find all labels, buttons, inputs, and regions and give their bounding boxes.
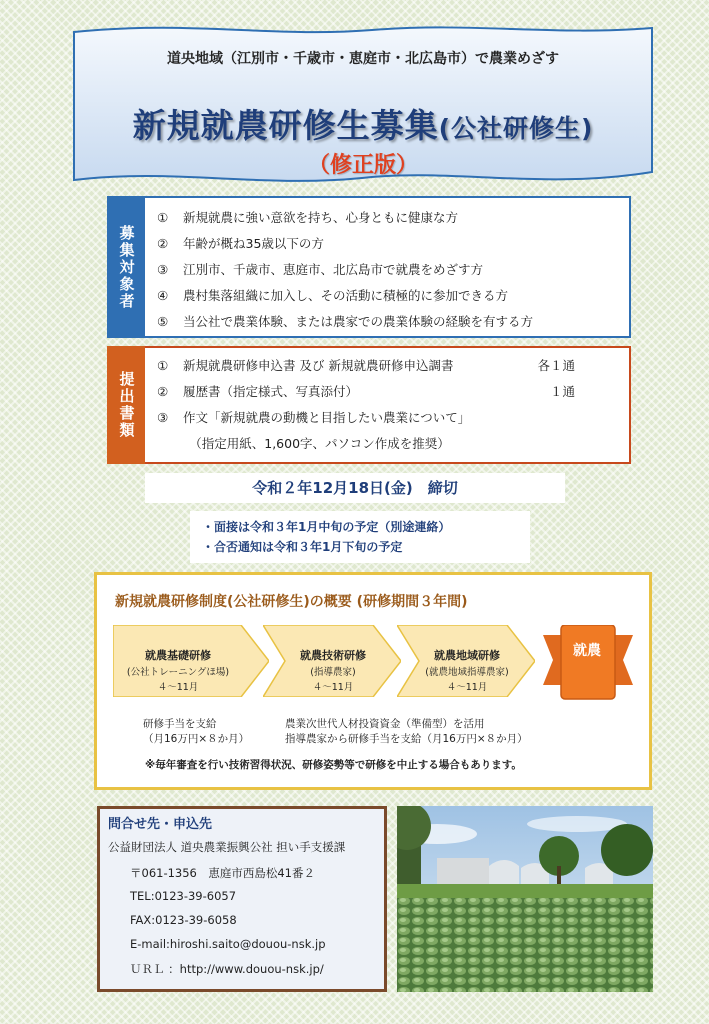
item-number: ③ [157, 261, 169, 277]
list-item [157, 308, 623, 334]
overview-title: 新規就農研修制度(公社研修生)の概要 (研修期間３年間) [115, 594, 468, 610]
step-technical [263, 625, 401, 697]
documents-label: 提出書類 [107, 346, 145, 464]
item-number: ⑤ [157, 313, 169, 329]
contact-tel: TEL:0123-39-6057 [130, 889, 237, 903]
step-period: ４～11月 [446, 682, 488, 693]
notice-result: ・合否通知は令和３年1月下旬の予定 [202, 540, 403, 554]
step-name: 就農技術研修 [300, 649, 366, 662]
item-text: 新規就農に強い意欲を持ち、心身ともに健康な方 [183, 210, 459, 225]
step-name: 就農地域研修 [434, 649, 500, 662]
farming-goal-icon [543, 625, 633, 701]
farm-field-image [397, 806, 653, 992]
step-sub: (指導農家) [310, 667, 356, 678]
item-number: ④ [157, 287, 169, 303]
step-sub: (公社トレーニングほ場) [126, 667, 230, 678]
deadline-banner: 令和２年12月18日(金) 締切 [145, 473, 565, 503]
farm-photo [397, 806, 653, 992]
targets-box [107, 196, 631, 338]
note-line: 農業次世代人材投資資金（準備型）を活用 [285, 718, 485, 730]
item-text: 江別市、千歳市、恵庭市、北広島市で就農をめざす方 [183, 262, 484, 277]
step-sub: (就農地域指導農家) [425, 667, 509, 678]
contact-url-link[interactable]: ＵＲＬ ：http://www.douou-nsk.jp/ [130, 962, 324, 976]
overview-box [94, 572, 652, 790]
item-number: ① [157, 209, 169, 225]
note-advanced [285, 717, 528, 747]
contact-fax: FAX:0123-39-6058 [130, 913, 237, 927]
item-text: （指定用紙、1,600字、パソコン作成を推奨） [183, 436, 450, 451]
step-name: 就農基礎研修 [145, 649, 211, 662]
step-period: ４～11月 [157, 682, 199, 693]
step-period: ４～11月 [312, 682, 354, 693]
list-item [157, 204, 623, 230]
revision-label: （修正版） [307, 153, 418, 178]
item-text: 農村集落組織に加入し、その活動に積極的に参加できる方 [183, 288, 509, 303]
title-paren: (公社研修生) [438, 114, 594, 143]
header-banner [72, 22, 654, 188]
warning-note: ※毎年審査を行い技術習得状況、研修姿勢等で研修を中止する場合もあります。 [145, 759, 522, 771]
note-line: 指導農家から研修手当を支給（月16万円×８か月） [285, 733, 528, 745]
notices-box [190, 511, 530, 563]
list-item [157, 352, 623, 378]
contact-email-link[interactable]: E-mail:hiroshi.saito@douou-nsk.jp [130, 937, 326, 951]
header-subtitle: 道央地域（江別市・千歳市・恵庭市・北広島市）で農業めざす [167, 51, 559, 67]
list-item [157, 230, 623, 256]
page-title [72, 100, 654, 147]
note-line: 研修手当を支給 [143, 718, 217, 730]
documents-list [157, 352, 623, 456]
item-count: １通 [549, 384, 575, 399]
step-regional [397, 625, 535, 697]
contact-title: 問合せ先・申込先 [108, 817, 213, 832]
list-item [157, 404, 623, 430]
item-number: ② [157, 235, 169, 251]
list-item [157, 256, 623, 282]
title-main: 新規就農研修生募集 [132, 106, 439, 145]
item-text: 履歴書（指定様式、写真添付） [183, 384, 359, 399]
contact-box [97, 806, 387, 992]
item-count: 各１通 [537, 358, 575, 373]
list-item [157, 378, 623, 404]
item-text: 当公社で農業体験、または農家での農業体験の経験を有する方 [183, 314, 534, 329]
contact-address: 〒061-1356 恵庭市西島松41番２ [130, 866, 315, 880]
list-item [157, 282, 623, 308]
list-item [157, 430, 623, 456]
item-number: ① [157, 357, 169, 373]
item-number: ③ [157, 409, 169, 425]
item-text: 新規就農研修申込書 及び 新規就農研修申込調書 [183, 358, 454, 373]
note-line: （月16万円×８か月） [143, 733, 250, 745]
documents-box [107, 346, 631, 464]
notice-interview: ・面接は令和３年1月中旬の予定（別途連絡） [202, 520, 451, 534]
targets-label: 募集対象者 [107, 196, 145, 338]
final-step-label: 就農 [573, 643, 601, 659]
step-basic [113, 625, 269, 697]
item-text: 年齢が概ね35歳以下の方 [183, 236, 324, 251]
contact-org: 公益財団法人 道央農業振興公社 担い手支援課 [108, 840, 346, 854]
targets-list [157, 204, 623, 334]
note-basic [143, 717, 249, 747]
item-text: 作文「新規就農の動機と目指したい農業について」 [183, 410, 471, 425]
item-number: ② [157, 383, 169, 399]
